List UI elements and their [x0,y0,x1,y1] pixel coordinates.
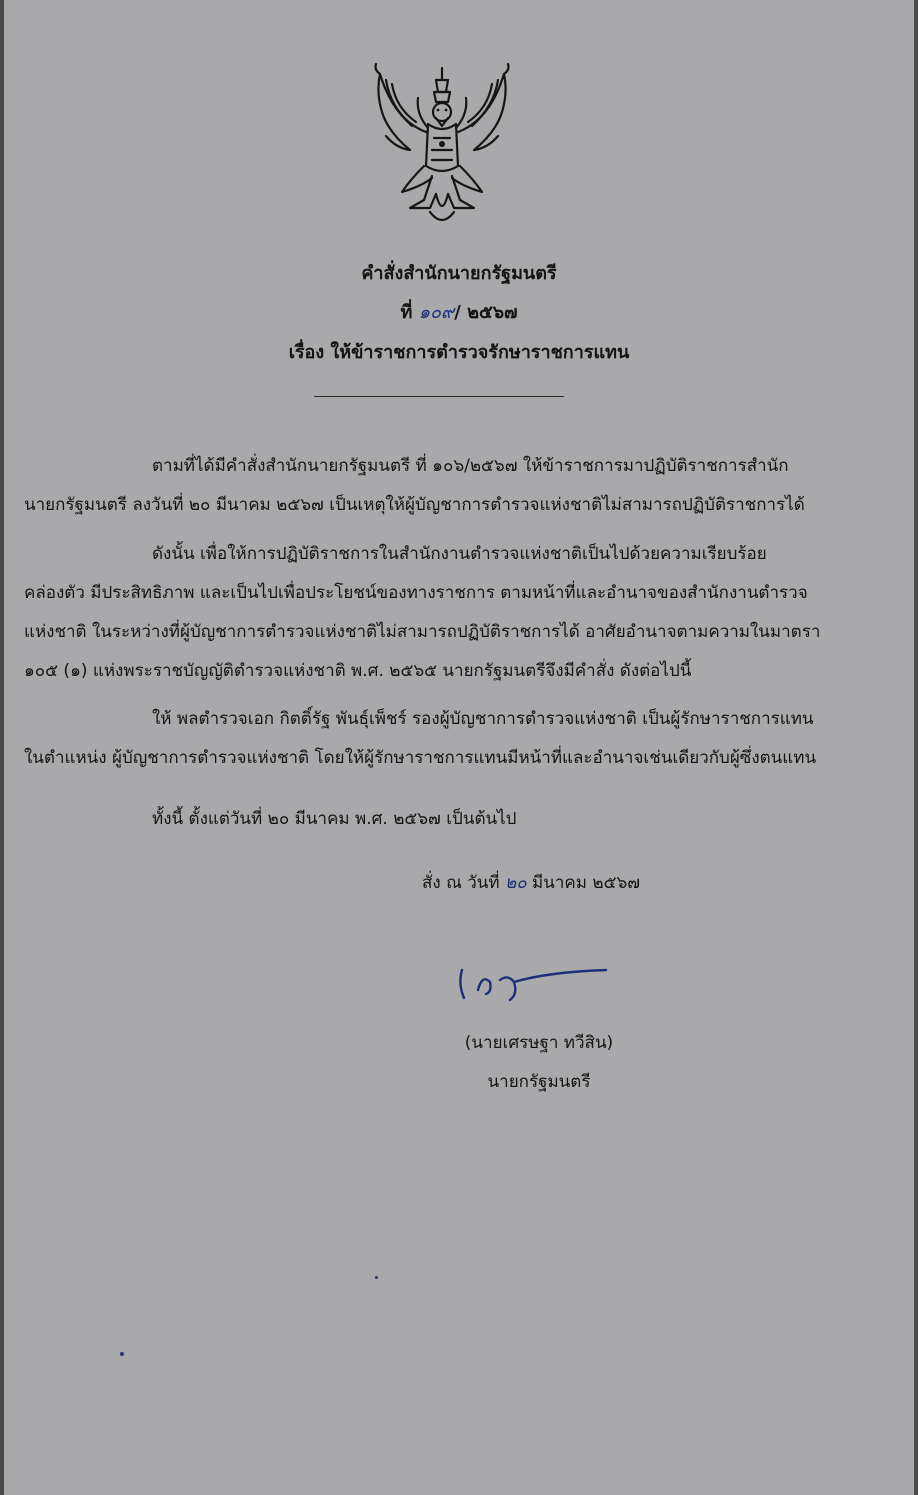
body-line: ดังนั้น เพื่อให้การปฏิบัติราชการในสำนักงานตำรวจแห่งชาติเป็นไปด้วยความเรียบร้อย [152,544,767,564]
body-line: นายกรัฐมนตรี ลงวันที่ ๒๐ มีนาคม ๒๕๖๗ เป็นเหตุให้ผู้บัญชาการตำรวจแห่งชาติไม่สามารถปฏิบัติราชการได้ [24,495,805,515]
order-number-year: / ๒๕๖๗ [454,302,518,323]
body-line: ตามที่ได้มีคำสั่งสำนักนายกรัฐมนตรี ที่ ๑๐๖/๒๕๖๗ ให้ข้าราชการมาปฏิบัติราชการสำนัก [152,456,789,476]
body-line: แห่งชาติ ในระหว่างที่ผู้บัญชาการตำรวจแห่งชาติไม่สามารถปฏิบัติราชการได้ อาศัยอำนาจตามความในมาตรา [24,622,821,642]
paper-speck [375,1276,378,1279]
signer-position: นายกรัฐมนตรี [487,1072,591,1092]
issue-date-month-year: มีนาคม ๒๕๖๗ [532,873,641,893]
handwritten-signature [448,960,618,1010]
issue-date [422,869,640,896]
header-divider [314,396,564,397]
document-page [4,0,914,1495]
body-line: คล่องตัว มีประสิทธิภาพ และเป็นไปเพื่อประโยชน์ของทางราชการ ตามหน้าที่และอำนาจของสำนักงานตำรวจ [24,583,808,603]
order-number-value: ๑๐๙ [418,302,455,323]
order-title: คำสั่งสำนักนายกรัฐมนตรี [361,263,557,284]
body-line: ทั้งนี้ ตั้งแต่วันที่ ๒๐ มีนาคม พ.ศ. ๒๕๖๗ เป็นต้นไป [152,809,517,829]
order-number-prefix: ที่ [400,302,413,323]
garuda-emblem-icon [366,62,518,230]
body-line: ในตำแหน่ง ผู้บัญชาการตำรวจแห่งชาติ โดยให้ผู้รักษาราชการแทนมีหน้าที่และอำนาจเช่นเดียวกับผู้ซึ่งตนแทน [24,748,817,768]
body-line: ให้ พลตำรวจเอก กิตติ์รัฐ พันธุ์เพ็ชร์ รองผู้บัญชาการตำรวจแห่งชาติ เป็นผู้รักษาราชการแทน [152,709,814,729]
order-subject: เรื่อง ให้ข้าราชการตำรวจรักษาราชการแทน [288,342,630,363]
body-line: ๑๐๕ (๑) แห่งพระราชบัญญัติตำรวจแห่งชาติ พ.ศ. ๒๕๖๕ นายกรัฐมนตรีจึงมีคำสั่ง ดังต่อไปนี้ [24,661,692,681]
issue-date-day: ๒๐ [505,873,527,893]
signer-name: (นายเศรษฐา ทวีสิน) [464,1033,614,1053]
order-number [4,297,914,326]
issue-date-prefix: สั่ง ณ วันที่ [422,873,500,893]
paper-speck [120,1352,124,1356]
